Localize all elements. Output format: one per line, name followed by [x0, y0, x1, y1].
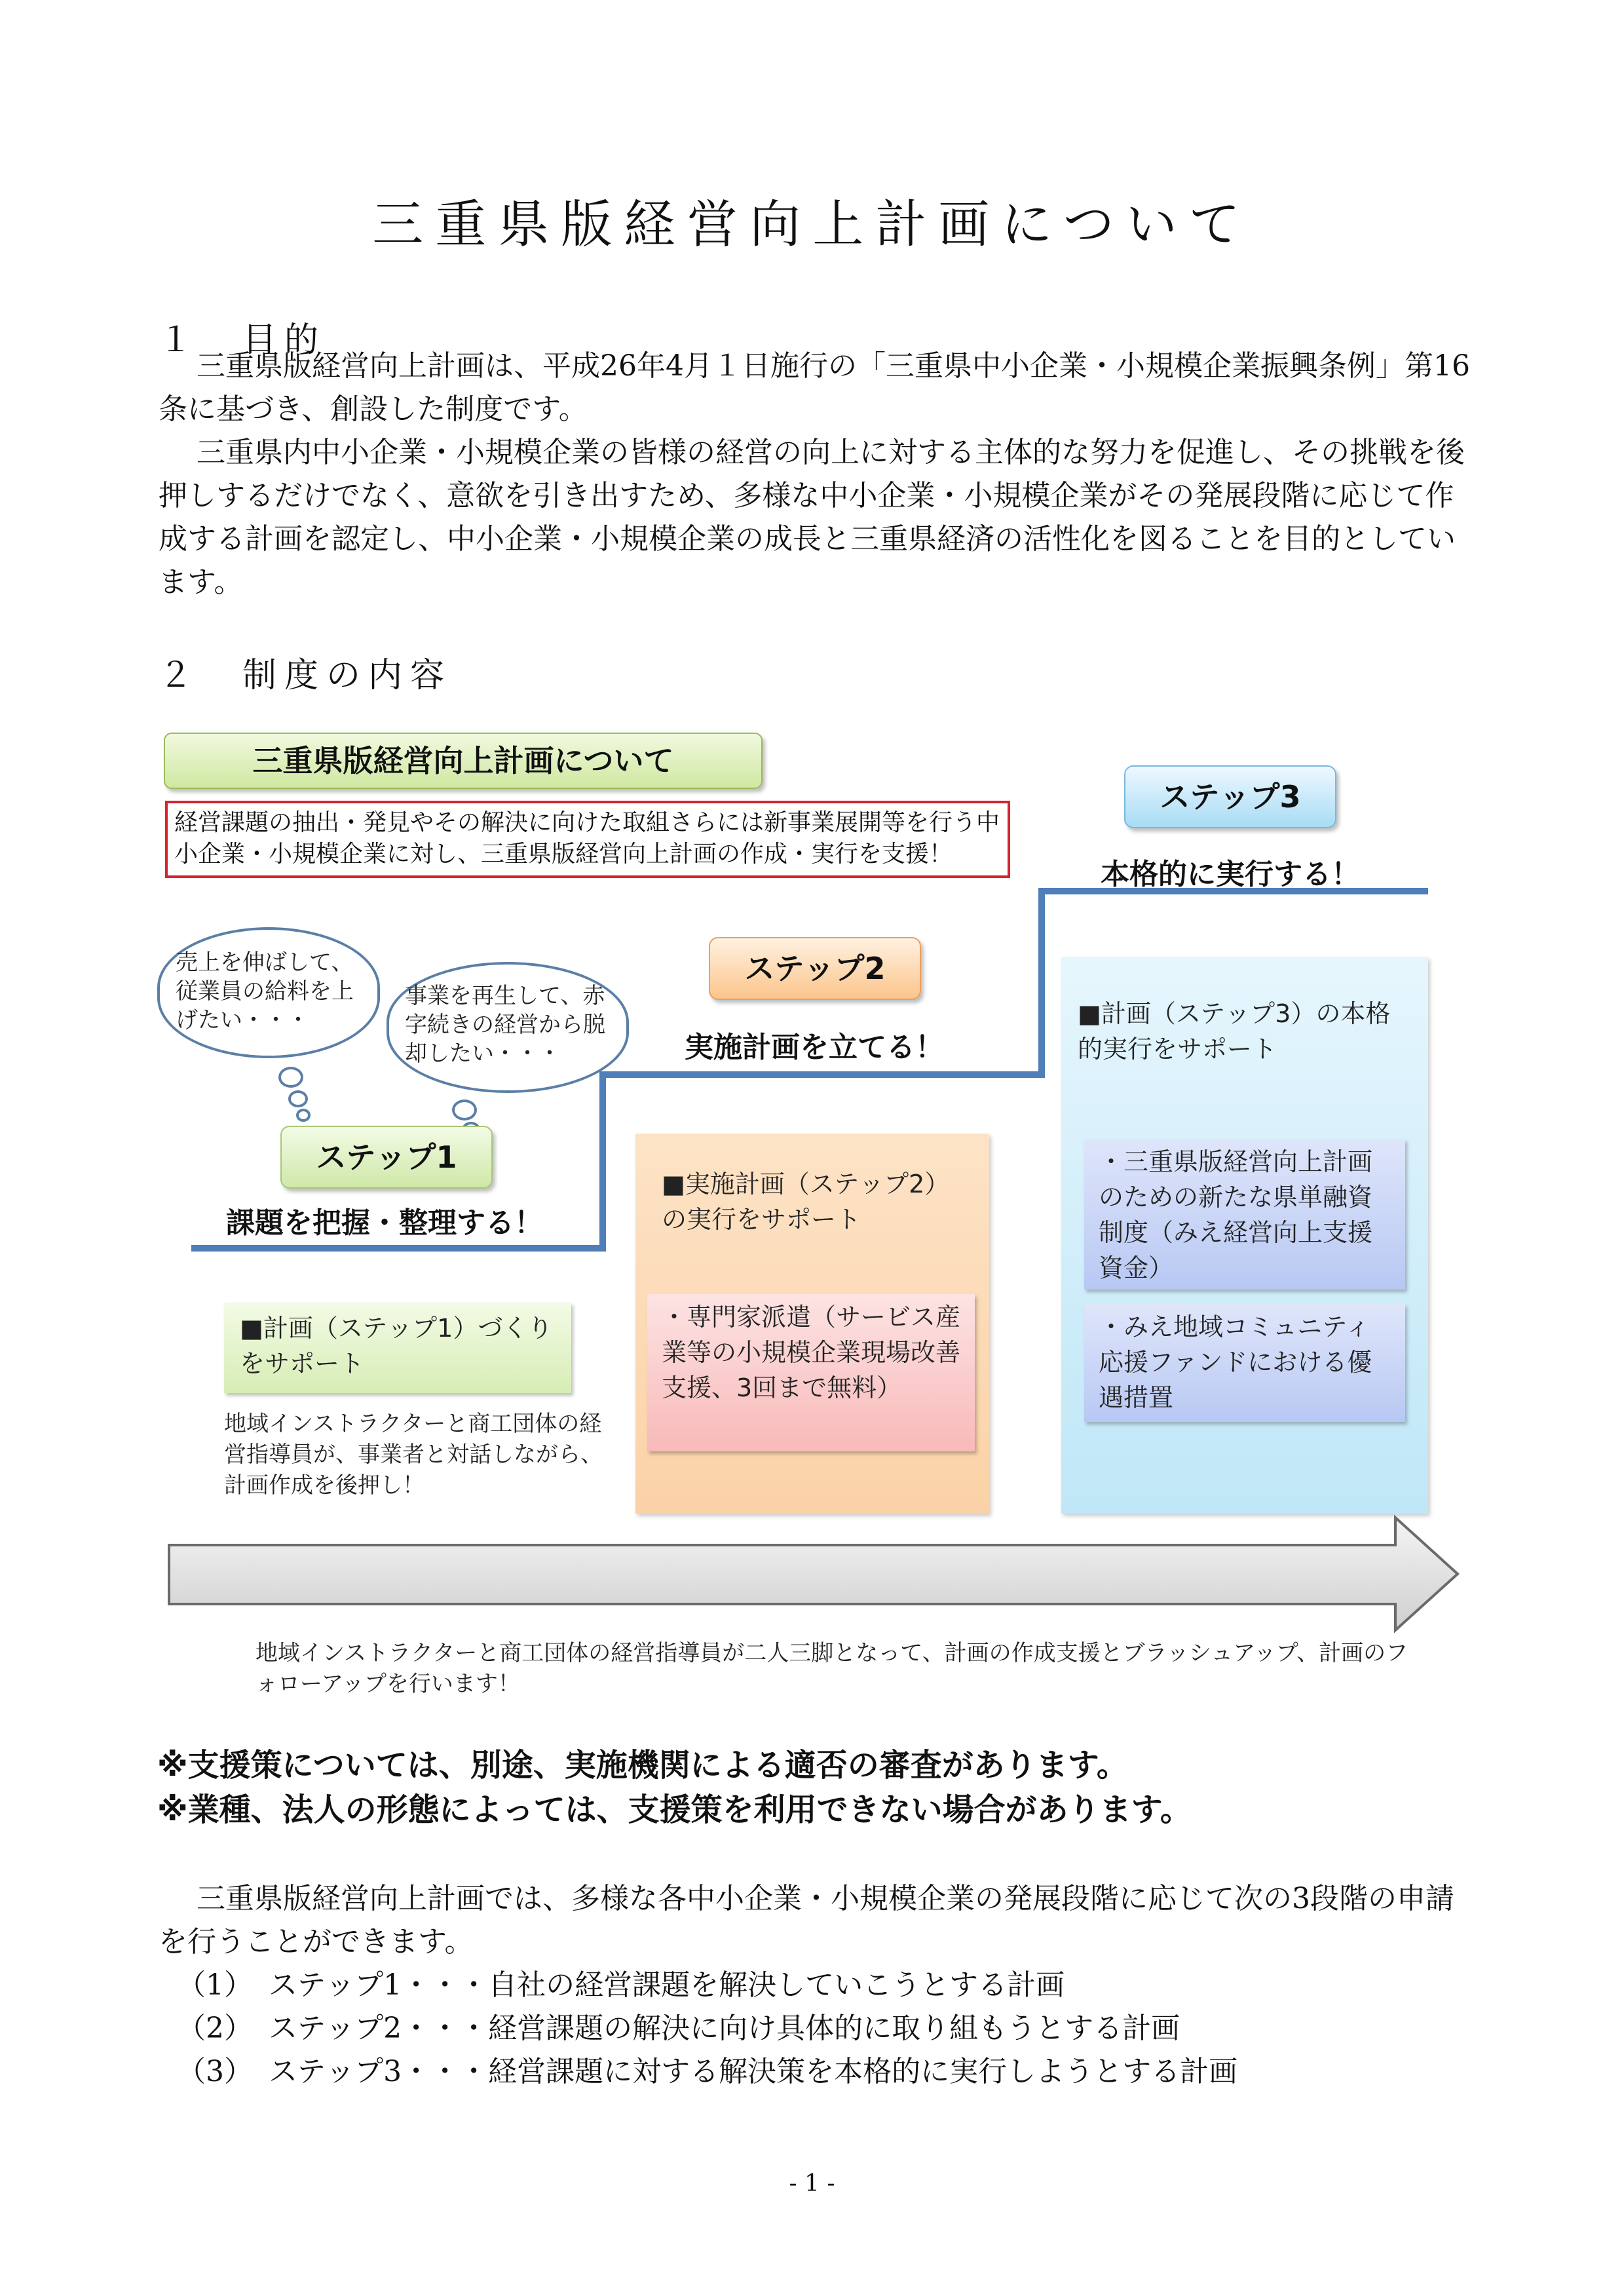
section1-para2: 三重県内中小企業・小規模企業の皆様の経営の向上に対する主体的な努力を促進し、その挑戦を後押しするだけでなく、意欲を引き出すため、多様な中小企業・小規模企業がその発展段階に応じて作成する計画を認定し、中小企業・小規模企業の成長と三重県経済の活性化を図ることを目的としています。 — [159, 436, 1465, 599]
step3-measure1-box: ・三重県版経営向上計画のための新たな県単融資制度（みえ経営向上支援資金） — [1084, 1139, 1405, 1290]
list-item-text: ステップ2・・・経営課題の解決に向け具体的に取り組もうとする計画 — [269, 2012, 1180, 2045]
step1-support-box: ■計画（ステップ1）づくりをサポート — [224, 1303, 571, 1393]
thought-cloud-2: 事業を再生して、赤字続きの経営から脱却したい・・・ — [387, 962, 629, 1093]
list-item-text: ステップ1・・・自社の経営課題を解決していこうとする計画 — [269, 1968, 1065, 2002]
list-item — [177, 2007, 1454, 2050]
cloud-bubble — [452, 1100, 477, 1120]
step2-heading: 実施計画を立てる！ — [685, 1031, 944, 1064]
step3-support: ■計画（ステップ3）の本格的実行をサポート — [1078, 999, 1391, 1063]
notes — [157, 1743, 1500, 1832]
step3-measure2-box: ・みえ地域コミュニティ応援ファンドにおける優遇措置 — [1084, 1304, 1405, 1422]
step3-heading: 本格的に実行する！ — [1101, 858, 1360, 891]
cloud-bubble — [288, 1090, 308, 1107]
thought-cloud-1: 売上を伸ばして、従業員の給料を上げたい・・・ — [157, 927, 380, 1058]
section1-para1: 三重県版経営向上計画は、平成26年4月１日施行の「三重県中小企業・小規模企業振興条例」第16条に基づき、創設した制度です。 — [159, 349, 1470, 426]
list-item — [177, 2050, 1454, 2094]
section1-heading: １ 目的 — [159, 320, 327, 360]
step1-label: ステップ1 — [280, 1126, 493, 1189]
list-item-number: （1） — [177, 1968, 253, 2002]
list-item-number: （3） — [177, 2055, 253, 2088]
note-1: ※支援策については、別途、実施機関による適否の審査があります。 — [157, 1747, 1128, 1784]
progress-arrow — [164, 1514, 1474, 1638]
summary-paragraph — [159, 1877, 1475, 1964]
steps-list — [177, 1964, 1454, 2094]
summary-text: 三重県版経営向上計画では、多様な各中小企業・小規模企業の発展段階に応じて次の3段階の申請を行うことができます。 — [159, 1882, 1454, 1959]
diagram-title-box: 三重県版経営向上計画について — [164, 733, 763, 789]
list-item — [177, 1964, 1454, 2007]
step2-support: ■実施計画（ステップ2）の実行をサポート — [662, 1170, 950, 1234]
section1-body — [159, 345, 1475, 604]
note-2: ※業種、法人の形態によっては、支援策を利用できない場合があります。 — [157, 1791, 1192, 1828]
support-statement-box: 経営課題の抽出・発見やその解決に向けた取組さらには新事業展開等を行う中小企業・小規模企業に対し、三重県版経営向上計画の作成・実行を支援！ — [165, 801, 1010, 878]
arrow-caption: 地域インストラクターと商工団体の経営指導員が二人三脚となって、計画の作成支援とブラッシュアップ、計画のフォローアップを行います！ — [255, 1640, 1408, 1697]
page-number: - 1 - — [789, 2170, 835, 2197]
list-item-number: （2） — [177, 2012, 253, 2045]
step1-heading: 課題を把握・整理する！ — [226, 1206, 543, 1240]
step2-measure-box: ・専門家派遣（サービス産業等の小規模企業現場改善支援、3回まで無料） — [647, 1294, 975, 1451]
step1-note: 地域インストラクターと商工団体の経営指導員が、事業者と対話しながら、計画作成を後押し！ — [224, 1411, 603, 1499]
step3-label: ステップ3 — [1124, 765, 1336, 828]
cloud-bubble — [296, 1109, 311, 1122]
list-item-text: ステップ3・・・経営課題に対する解決策を本格的に実行しようとする計画 — [269, 2055, 1238, 2088]
cloud-bubble — [278, 1067, 303, 1088]
section2-heading: ２ 制度の内容 — [159, 656, 453, 695]
step2-label: ステップ2 — [709, 937, 921, 1000]
page-title: 三重県版経営向上計画について — [372, 195, 1252, 254]
